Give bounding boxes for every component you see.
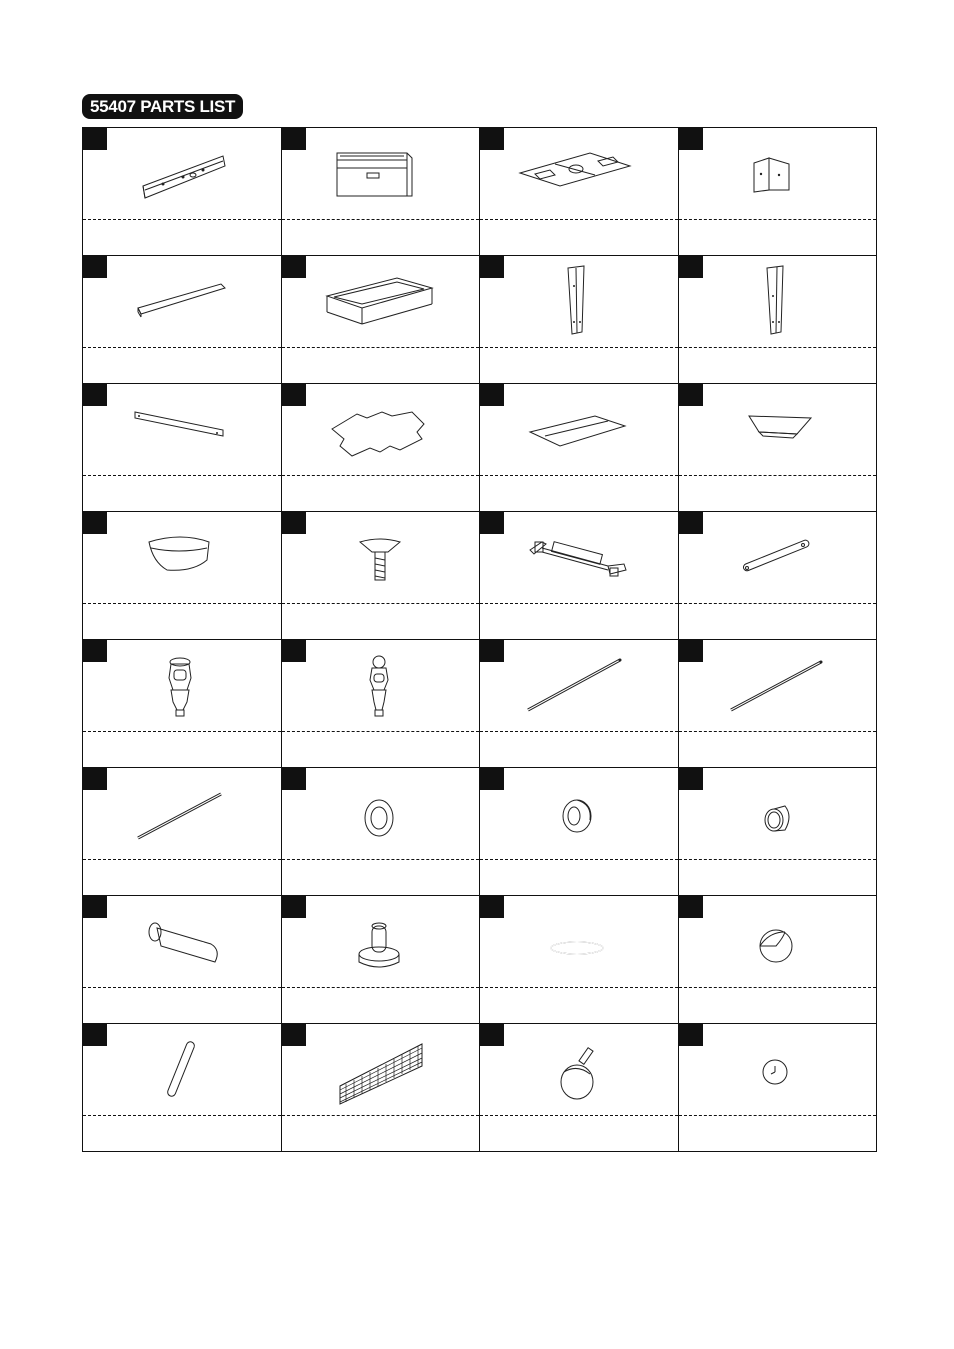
part-divider bbox=[480, 219, 678, 220]
goal-tray-icon bbox=[679, 384, 875, 476]
cue-pin-icon bbox=[83, 1024, 279, 1116]
part-cell-23 bbox=[480, 768, 679, 896]
part-divider bbox=[679, 603, 877, 604]
part-divider bbox=[83, 219, 281, 220]
part-cell-17 bbox=[83, 640, 282, 768]
part-divider bbox=[83, 603, 281, 604]
part-divider bbox=[679, 987, 877, 988]
parts-grid bbox=[82, 127, 877, 1152]
part-cell-30 bbox=[282, 1024, 481, 1152]
leg-right-icon bbox=[679, 256, 875, 348]
felt-sheet-icon bbox=[282, 384, 478, 476]
leg-left-icon bbox=[480, 256, 676, 348]
part-cell-20 bbox=[679, 640, 878, 768]
corner-cap-icon bbox=[83, 512, 279, 604]
corner-bracket-icon bbox=[679, 128, 875, 220]
part-cell-21 bbox=[83, 768, 282, 896]
part-divider bbox=[282, 1115, 480, 1116]
part-cell-9 bbox=[83, 384, 282, 512]
part-cell-1 bbox=[83, 128, 282, 256]
part-cell-26 bbox=[282, 896, 481, 1024]
part-divider bbox=[679, 219, 877, 220]
part-cell-28 bbox=[679, 896, 878, 1024]
part-cell-8 bbox=[679, 256, 878, 384]
bumper-ring-icon bbox=[480, 768, 676, 860]
abacus-scorer-icon bbox=[480, 512, 676, 604]
part-divider bbox=[282, 987, 480, 988]
part-divider bbox=[480, 987, 678, 988]
rod-short-icon bbox=[83, 768, 279, 860]
part-divider bbox=[480, 603, 678, 604]
part-cell-25 bbox=[83, 896, 282, 1024]
part-divider bbox=[83, 347, 281, 348]
part-cell-19 bbox=[480, 640, 679, 768]
part-divider bbox=[679, 859, 877, 860]
page-title: 55407 PARTS LIST bbox=[82, 94, 243, 119]
part-cell-16 bbox=[679, 512, 878, 640]
part-cell-32 bbox=[679, 1024, 878, 1152]
part-cell-4 bbox=[679, 128, 878, 256]
link-bar-icon bbox=[679, 512, 875, 604]
part-divider bbox=[480, 347, 678, 348]
part-divider bbox=[83, 859, 281, 860]
part-divider bbox=[480, 859, 678, 860]
paddle-icon bbox=[480, 1024, 676, 1116]
air-hockey-pusher-icon bbox=[282, 896, 478, 988]
part-cell-7 bbox=[480, 256, 679, 384]
part-cell-13 bbox=[83, 512, 282, 640]
puck-half-icon bbox=[679, 896, 875, 988]
part-divider bbox=[679, 1115, 877, 1116]
part-cell-18 bbox=[282, 640, 481, 768]
end-panel-icon bbox=[282, 128, 478, 220]
end-cap-icon bbox=[679, 768, 875, 860]
washer-ring-icon bbox=[282, 768, 478, 860]
part-cell-15 bbox=[480, 512, 679, 640]
folded-sheet-icon bbox=[480, 384, 676, 476]
part-divider bbox=[282, 603, 480, 604]
part-divider bbox=[480, 731, 678, 732]
part-divider bbox=[83, 987, 281, 988]
part-divider bbox=[282, 347, 480, 348]
part-cell-5 bbox=[83, 256, 282, 384]
part-divider bbox=[282, 731, 480, 732]
part-divider bbox=[480, 475, 678, 476]
part-cell-2 bbox=[282, 128, 481, 256]
ball-icon bbox=[679, 1024, 875, 1116]
part-divider bbox=[282, 859, 480, 860]
player-figure-dark-icon bbox=[83, 640, 279, 732]
rod-long-icon bbox=[480, 640, 676, 732]
part-divider bbox=[679, 347, 877, 348]
part-divider bbox=[83, 1115, 281, 1116]
part-cell-6 bbox=[282, 256, 481, 384]
side-rail-icon bbox=[83, 128, 279, 220]
playfield-board-icon bbox=[480, 128, 676, 220]
handle-grip-icon bbox=[83, 896, 279, 988]
part-divider bbox=[282, 219, 480, 220]
part-cell-3 bbox=[480, 128, 679, 256]
part-cell-10 bbox=[282, 384, 481, 512]
part-divider bbox=[480, 1115, 678, 1116]
part-cell-27 bbox=[480, 896, 679, 1024]
leveler-screw-icon bbox=[282, 512, 478, 604]
table-tennis-net-icon bbox=[282, 1024, 478, 1116]
part-cell-24 bbox=[679, 768, 878, 896]
part-divider bbox=[282, 475, 480, 476]
part-cell-22 bbox=[282, 768, 481, 896]
part-divider bbox=[679, 731, 877, 732]
wood-bar-icon bbox=[83, 256, 279, 348]
part-cell-29 bbox=[83, 1024, 282, 1152]
part-cell-12 bbox=[679, 384, 878, 512]
part-cell-31 bbox=[480, 1024, 679, 1152]
flat-rail-icon bbox=[83, 384, 279, 476]
player-figure-light-icon bbox=[282, 640, 478, 732]
part-divider bbox=[83, 475, 281, 476]
part-divider bbox=[83, 731, 281, 732]
part-divider bbox=[679, 475, 877, 476]
table-frame-icon bbox=[282, 256, 478, 348]
part-cell-14 bbox=[282, 512, 481, 640]
part-cell-11 bbox=[480, 384, 679, 512]
rod-long-icon-2 bbox=[679, 640, 875, 732]
rubber-band-icon bbox=[480, 896, 676, 988]
